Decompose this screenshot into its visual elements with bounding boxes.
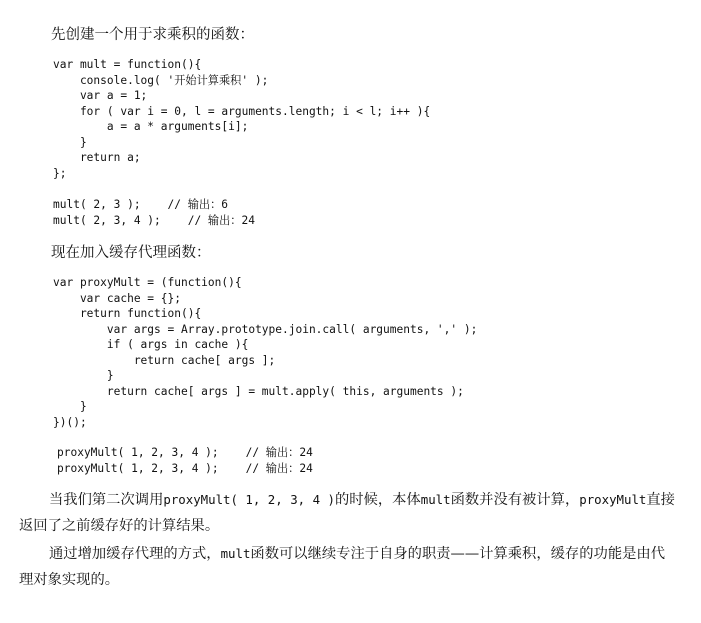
paragraph-text: 当我们第二次调用 — [49, 492, 164, 508]
section-heading-proxy-function: 现在加入缓存代理函数： — [51, 245, 211, 261]
code-block-proxy-mult: var proxyMult = (function(){ var cache = {}; return function(){ var args = Array.prototype.join.call( arguments, ',' ); if ( args in cache ){ return cache[ args ]; } return cache[ args ] = mult.apply( this, arguments ); } })(); — [53, 276, 478, 429]
paragraph-text: 函数可以继续专注于自身的职责——计算乘积，缓存的功能是由代理对象实现的。 — [19, 546, 666, 588]
paragraph-text: 的时候，本体 — [334, 492, 421, 508]
code-block-proxy-calls: proxyMult( 1, 2, 3, 4 ); // 输出：24 proxyMult( 1, 2, 3, 4 ); // 输出：24 — [57, 446, 313, 475]
inline-code: proxyMult( 1, 2, 3, 4 ) — [163, 492, 335, 507]
paragraph-text: 直接返回了之前缓存好的计算结果。 — [19, 492, 675, 534]
paragraph-text: 通过增加缓存代理的方式， — [49, 546, 221, 562]
paragraph-text: 函数并没有被计算， — [450, 492, 580, 508]
section-heading-create-function: 先创建一个用于求乘积的函数： — [51, 27, 254, 43]
code-block-mult-function: var mult = function(){ console.log( '开始计算乘积' ); var a = 1; for ( var i = 0, l = arguments.length; i < l; i++ ){ a = a * arguments[i]; } return a; }; — [53, 58, 431, 180]
inline-code: mult — [220, 546, 251, 561]
paragraph-conclusion — [19, 541, 679, 593]
inline-code: proxyMult — [579, 492, 647, 507]
paragraph-explanation — [19, 487, 679, 539]
inline-code: mult — [420, 492, 451, 507]
code-block-mult-calls: mult( 2, 3 ); // 输出：6 mult( 2, 3, 4 ); // 输出：24 — [53, 198, 255, 227]
